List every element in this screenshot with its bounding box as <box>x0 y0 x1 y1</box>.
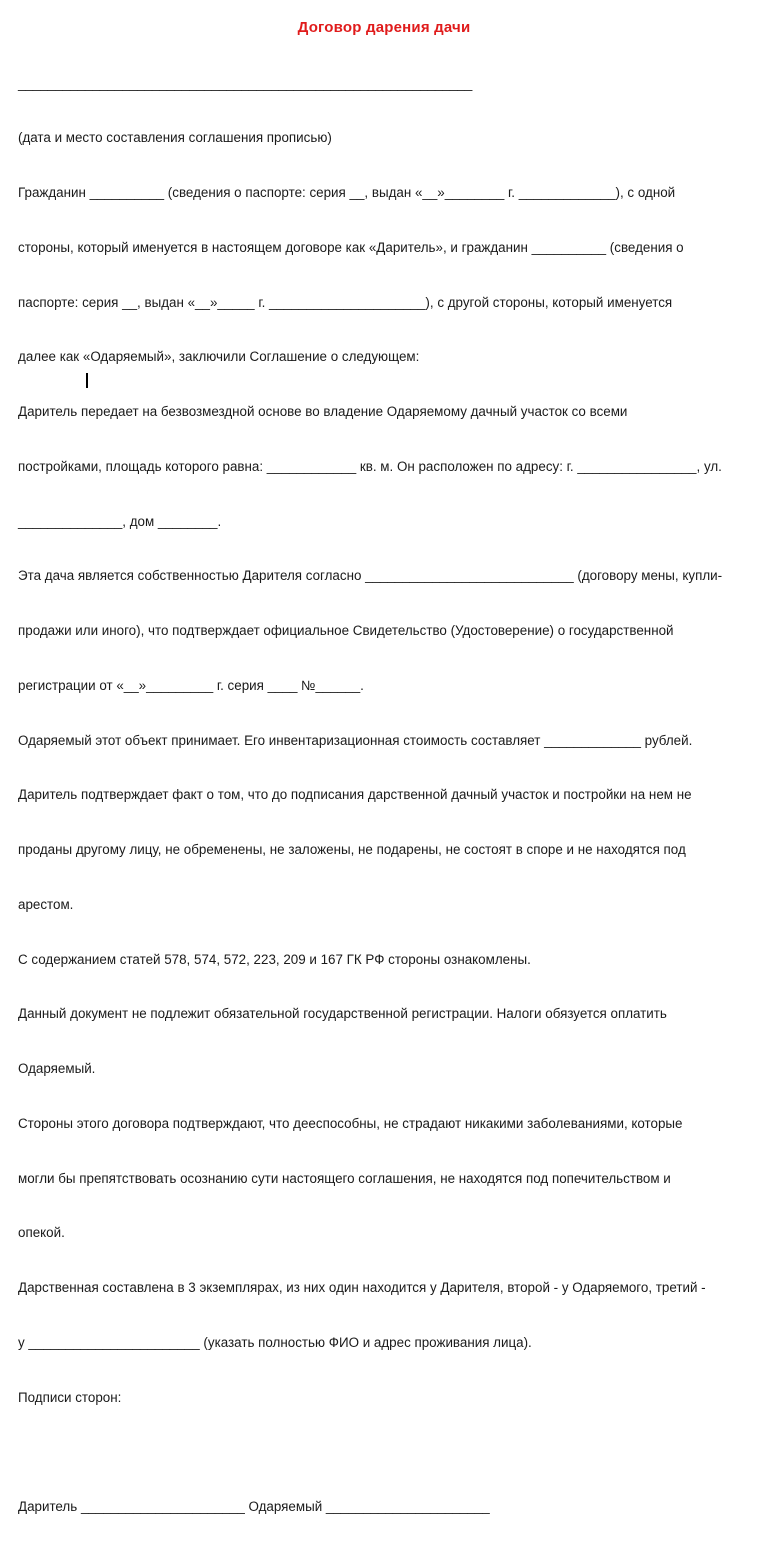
articles-line: С содержанием статей 578, 574, 572, 223, 209 и 167 ГК РФ стороны ознакомлены. <box>18 951 531 967</box>
text-cursor <box>86 373 88 388</box>
document-title: Договор дарения дачи <box>297 19 471 36</box>
registration-line-1: Данный документ не подлежит обязательной государственной регистрации. Налоги обязуется оплатить <box>18 1006 667 1022</box>
subject-line-3: ______________, дом ________. <box>18 513 222 529</box>
registration-line-2: Одаряемый. <box>18 1061 96 1076</box>
parties-line-3: паспорте: серия __, выдан «__»_____ г. _____________________), с другой стороны, который именуется <box>18 294 673 310</box>
capacity-line-2: могли бы препятствовать осознанию сути настоящего соглашения, не находятся под попечительством и <box>18 1170 671 1186</box>
capacity-line-3: опекой. <box>18 1225 65 1241</box>
ownership-line-1: Эта дача является собственностью Дарителя согласно ____________________________ (договору мены, купли- <box>18 568 723 584</box>
date-place-caption: (дата и место составления соглашения прописью) <box>18 130 332 146</box>
warranty-line-3: арестом. <box>18 896 74 912</box>
parties-line-1: Гражданин __________ (сведения о паспорте: серия __, выдан «__»________ г. _____________), с одной <box>18 185 676 200</box>
blank-line <box>18 1443 758 1461</box>
signatures-line: Даритель ______________________ Одаряемый ______________________ <box>18 1499 490 1514</box>
date-place-line: _____________________________________________________________ <box>18 75 473 91</box>
warranty-line-1: Даритель подтверждает факт о том, что до подписания дарственной дачный участок и постройки на нем не <box>18 787 692 803</box>
subject-line-2: постройками, площадь которого равна: ____________ кв. м. Он расположен по адресу: г. ________________, ул. <box>18 458 722 474</box>
document-body <box>18 38 758 1553</box>
ownership-line-2: продажи или иного), что подтверждает официальное Свидетельство (Удостоверение) о государственной <box>18 623 674 638</box>
parties-line-4: далее как «Одаряемый», заключили Соглашение о следующем: <box>18 349 420 365</box>
parties-line-2: стороны, который именуется в настоящем договоре как «Даритель», и гражданин __________ (сведения о <box>18 239 684 255</box>
subject-line-1: Даритель передает на безвозмездной основе во владение Одаряемому дачный участок со всеми <box>18 404 628 419</box>
copies-line-1: Дарственная составлена в 3 экземплярах, из них один находится у Дарителя, второй - у Одаряемого, третий - <box>18 1280 706 1295</box>
warranty-line-2: проданы другому лицу, не обременены, не заложены, не подарены, не состоят в споре и не находятся под <box>18 842 686 857</box>
capacity-line-1: Стороны этого договора подтверждают, что дееспособны, не страдают никакими заболеваниями, которые <box>18 1115 683 1131</box>
signatures-heading: Подписи сторон: <box>18 1389 122 1405</box>
acceptance-line: Одаряемый этот объект принимает. Его инвентаризационная стоимость составляет _____________ рублей. <box>18 732 693 748</box>
ownership-line-3: регистрации от «__»_________ г. серия ____ №______. <box>18 677 364 693</box>
copies-line-2: у _______________________ (указать полностью ФИО и адрес проживания лица). <box>18 1334 532 1350</box>
